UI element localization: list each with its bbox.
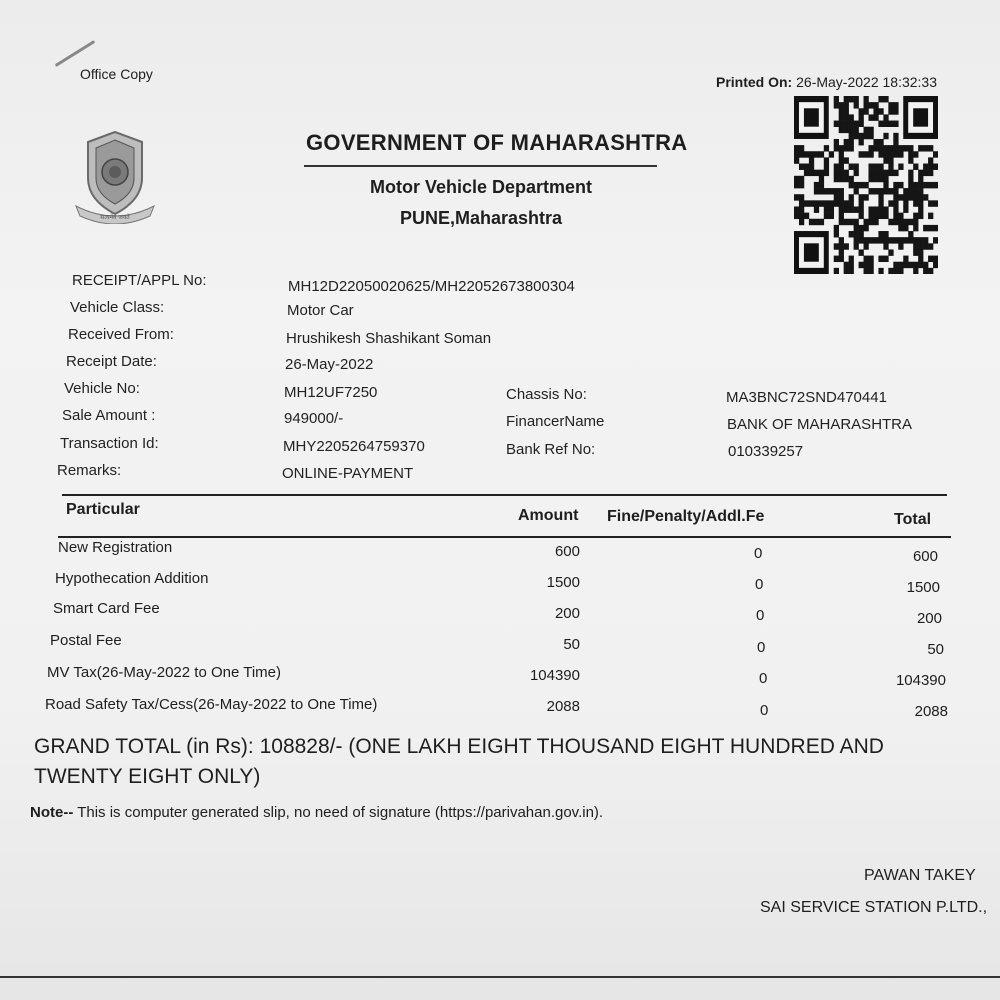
transaction-id-value: MHY2205264759370	[283, 438, 425, 455]
fee-row-total: 50	[927, 641, 944, 658]
fee-row-fine: 0	[756, 607, 765, 624]
received-from-label: Received From:	[68, 326, 174, 343]
bank-ref-value: 010339257	[728, 443, 804, 460]
grand-total: GRAND TOTAL (in Rs): 108828/- (ONE LAKH EIGHT THOUSAND EIGHT HUNDRED AND TWENTY EIGHT ONLY)	[34, 735, 884, 788]
financer-name-label: FinancerName	[506, 413, 605, 430]
receipt-no-label: RECEIPT/APPL No:	[72, 272, 207, 289]
fee-row-particular: Road Safety Tax/Cess(26-May-2022 to One Time)	[45, 696, 378, 713]
fee-row-fine: 0	[760, 702, 769, 719]
fee-row-amount: 104390	[529, 667, 580, 684]
chassis-no-label: Chassis No:	[506, 386, 587, 403]
fee-row-fine: 0	[754, 545, 763, 562]
remarks-value: ONLINE-PAYMENT	[282, 465, 414, 482]
signatory-organization: SAI SERVICE STATION P.LTD.,	[760, 899, 988, 916]
header-title: GOVERNMENT OF MAHARASHTRA	[306, 130, 688, 155]
fee-row-particular: MV Tax(26-May-2022 to One Time)	[47, 664, 281, 681]
computer-generated-note	[30, 804, 603, 821]
receipt-no-value: MH12D22050020625/MH22052673800304	[288, 278, 575, 295]
qr-code-icon	[794, 96, 938, 274]
sale-amount-value: 949000/-	[284, 410, 344, 427]
staple-mark	[55, 40, 96, 67]
emblem-motto: सत्यमेव जयते	[100, 214, 130, 221]
header-divider	[304, 165, 657, 167]
fee-row-particular: New Registration	[58, 539, 173, 556]
table-header-fine: Fine/Penalty/Addl.Fe	[607, 508, 765, 525]
header-city: PUNE,Maharashtra	[400, 208, 563, 228]
receipt-date-label: Receipt Date:	[66, 353, 157, 370]
printed-on-datetime: 26-May-2022 18:32:33	[796, 74, 937, 90]
maharashtra-emblem-icon	[70, 128, 160, 224]
note-text: This is computer generated slip, no need of signature (https://parivahan.gov.in).	[73, 804, 604, 821]
table-header-amount: Amount	[518, 507, 579, 524]
printed-on-label: Printed On:	[716, 74, 793, 90]
fee-row-amount: 50	[563, 636, 580, 653]
chassis-no-value: MA3BNC72SND470441	[726, 389, 887, 406]
vehicle-class-value: Motor Car	[287, 302, 354, 319]
fee-row-total: 2088	[914, 703, 948, 720]
office-copy-label: Office Copy	[80, 66, 153, 82]
receipt-date-value: 26-May-2022	[285, 356, 374, 373]
fee-row-particular: Smart Card Fee	[53, 600, 160, 617]
page-bottom-rule	[0, 976, 1000, 978]
fee-row-fine: 0	[755, 576, 764, 593]
fee-row-total: 1500	[906, 579, 940, 596]
table-header-particular: Particular	[66, 501, 140, 518]
fee-row-particular: Postal Fee	[50, 632, 122, 649]
vehicle-no-value: MH12UF7250	[284, 384, 378, 401]
fee-row-particular: Hypothecation Addition	[55, 570, 209, 587]
fee-row-total: 104390	[895, 672, 946, 689]
remarks-label: Remarks:	[57, 462, 122, 479]
fee-row-amount: 600	[554, 543, 580, 560]
fee-row-total: 600	[912, 548, 938, 565]
fee-row-total: 200	[916, 610, 942, 627]
vehicle-no-label: Vehicle No:	[64, 380, 140, 397]
sale-amount-label: Sale Amount :	[62, 407, 156, 424]
table-top-rule	[62, 494, 947, 496]
vehicle-class-label: Vehicle Class:	[70, 299, 165, 316]
fee-row-fine: 0	[757, 639, 766, 656]
fee-row-fine: 0	[759, 670, 768, 687]
fee-row-amount: 1500	[546, 574, 580, 591]
received-from-value: Hrushikesh Shashikant Soman	[286, 330, 492, 347]
header-department: Motor Vehicle Department	[370, 177, 593, 197]
signatory-name: PAWAN TAKEY	[864, 867, 976, 884]
transaction-id-label: Transaction Id:	[60, 435, 159, 452]
note-prefix: Note--	[30, 804, 74, 821]
printed-on	[716, 74, 937, 90]
fee-row-amount: 200	[554, 605, 580, 622]
financer-name-value: BANK OF MAHARASHTRA	[727, 416, 913, 433]
fee-row-amount: 2088	[546, 698, 580, 715]
table-header-rule	[58, 536, 951, 538]
bank-ref-label: Bank Ref No:	[506, 441, 596, 458]
table-header-total: Total	[894, 511, 932, 528]
